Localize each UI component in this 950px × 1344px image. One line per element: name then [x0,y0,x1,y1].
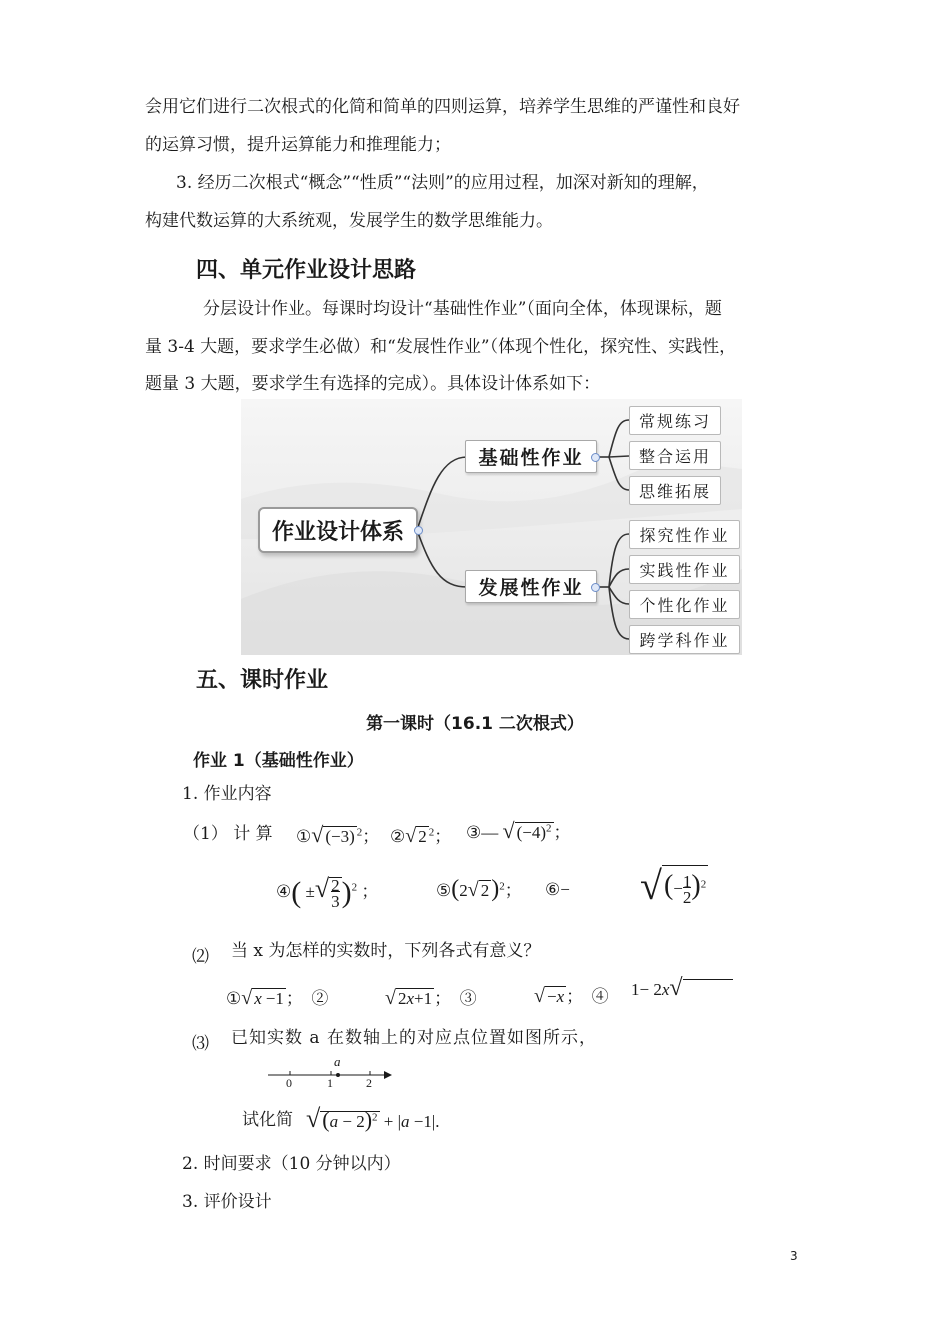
section-4-line-3: 题量 3 大题，要求学生有选择的完成）。具体设计体系如下： [145,374,601,394]
q3-text: 已知实数 a 在数轴上的对应点位置如图所示， [231,1028,597,1048]
number-line-point-label: a [334,1054,341,1069]
number-line [266,1054,396,1090]
mindmap-leaf: 实践性作业 [629,555,740,584]
q2-expr-4: 1− 2x√ [631,975,733,1002]
intro-line-2: 的运算习惯，提升运算能力和推理能力； [145,135,451,155]
section-5-heading: 五、课时作业 [196,668,329,693]
number-line-tick: 0 [286,1076,292,1090]
section-4-heading: 四、单元作业设计思路 [196,258,417,283]
mindmap-branch-basic: 基础性作业 [465,440,597,473]
mindmap-leaf: 思维拓展 [629,476,721,505]
mindmap-leaf: 个性化作业 [629,590,740,619]
mindmap-branch-development: 发展性作业 [465,570,597,603]
item-1: 1. 作业内容 [182,784,272,804]
mindmap-root-node: 作业设计体系 [258,507,418,553]
mindmap-leaf: 探究性作业 [629,520,740,549]
intro-line-1: 会用它们进行二次根式的化简和简单的四则运算，培养学生思维的严谨性和良好 [145,97,740,117]
mindmap-leaf: 整合运用 [629,441,721,470]
collapse-dot-icon [591,453,600,462]
q1-expr-6: ⑥− [545,880,570,899]
q1-expr-5: ⑤(2√ 2)$^2$； [436,876,522,902]
lesson-title: 第一课时（16.1 二次根式） [366,714,584,734]
collapse-dot-icon [591,583,600,592]
q1-expr-1: ①√ (−3) $^2$； [296,822,380,847]
collapse-dot-icon [414,526,423,535]
mindmap-leaf: 常规练习 [629,406,721,435]
q1-expr-2: ②√ 2 $^2$； [390,825,452,847]
q2-number: ⑵ [192,947,209,966]
q1-expr-6-radical: √(−1 2)$^2$ [640,863,707,908]
q3-expression: $√(a - 2)^2 + |a -1|$. [306,1104,440,1133]
item-3: 3. 评价设计 [182,1192,272,1212]
section-4-line-2: 量 3-4 大题，要求学生必做）和“发展性作业”（体现个性化，探究性、实践性， [145,337,737,357]
mindmap-diagram [241,399,742,655]
q1-expr-3: ③— √ $(-4)^2$ ； [466,818,571,843]
number-line-tick: 2 [366,1076,372,1090]
q3-simplify-label: 试化简 [242,1110,293,1130]
number-line-tick: 1 [327,1076,333,1090]
mindmap-leaf: 跨学科作业 [629,625,740,654]
section-4-line-1: 分层设计作业。每课时均设计“基础性作业”（面向全体，体现课标，题 [203,299,722,319]
page-number: 3 [790,1249,798,1263]
q1-label: （1） 计 算 [183,824,273,844]
q2-expr-1: ①√ x −1 ； ② [226,987,329,1009]
q1-expr-4: ④( ±√ 2 3)$^2$ ； [276,874,379,911]
q2-expr-2: √ 2x+1 ； ③ [385,987,477,1009]
intro-line-4: 构建代数运算的大系统观，发展学生的数学思维能力。 [145,211,553,231]
q2-expr-3: √ −x ； ④ [534,985,609,1007]
item-2: 2. 时间要求（10 分钟以内） [182,1154,401,1174]
intro-line-3: 3. 经历二次根式“概念”“性质”“法则”的应用过程，加深对新知的理解， [176,173,709,193]
homework-title: 作业 1（基础性作业） [193,751,364,771]
q3-number: ⑶ [192,1034,209,1053]
q2-text: 当 x 为怎样的实数时，下列各式有意义？ [231,941,541,961]
